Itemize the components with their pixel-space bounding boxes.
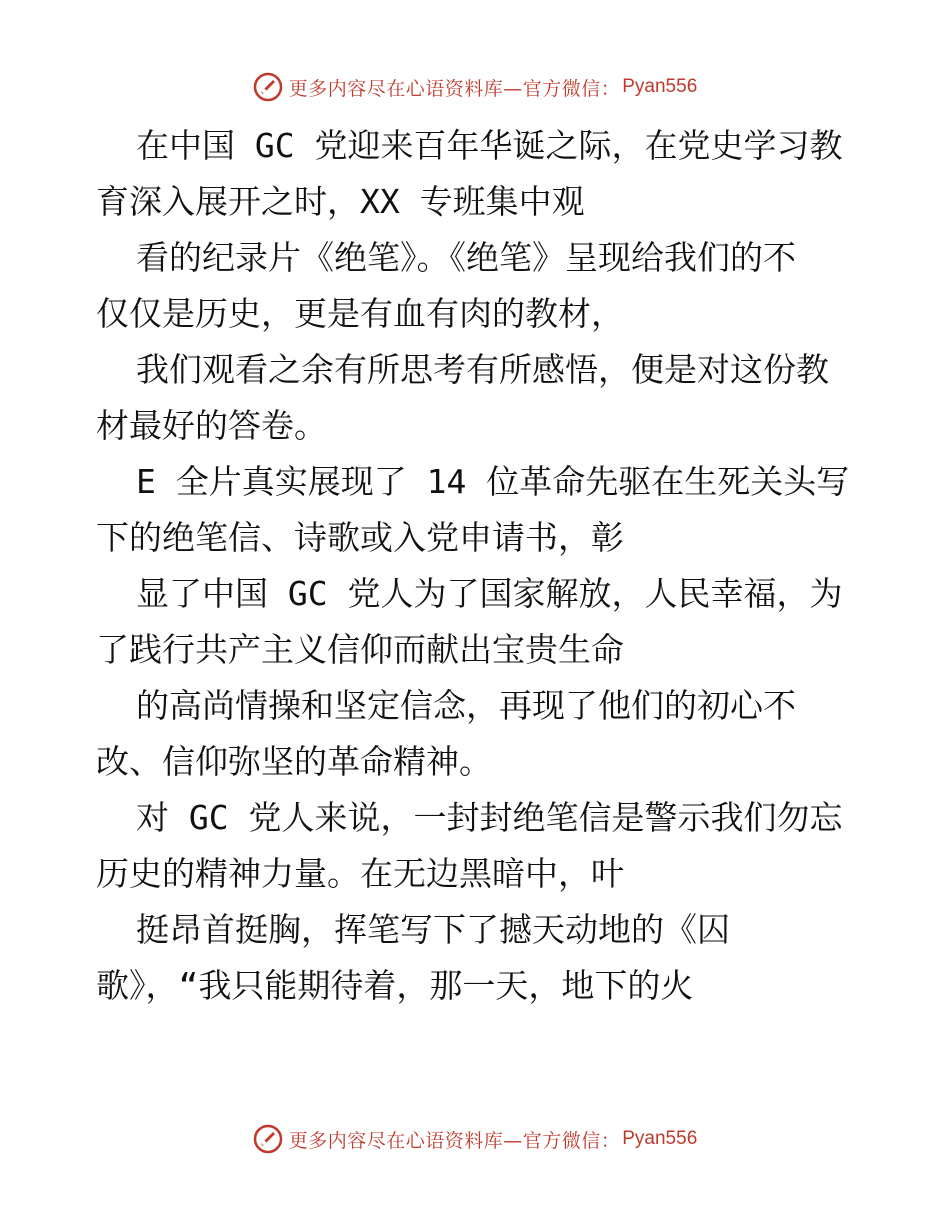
paragraph-3-line-2: 材最好的答卷。 — [96, 406, 327, 445]
paragraph-4-line-1: E 全片真实展现了 14 位革命先驱在生死关头写 — [136, 462, 850, 501]
paragraph-6-line-1: 的高尚情操和坚定信念，再现了他们的初心不 — [136, 686, 796, 725]
paragraph-5-line-1: 显了中国 GC 党人为了国家解放，人民幸福，为 — [136, 574, 843, 613]
watermark-wechat-id: Pyan556 — [622, 1128, 698, 1149]
paragraph-2-line-1: 看的纪录片《绝笔》。《绝笔》呈现给我们的不 — [136, 238, 796, 277]
paragraph-7-line-2: 历史的精神力量。在无边黑暗中，叶 — [96, 854, 624, 893]
paragraph-8-line-1: 挺昂首挺胸，挥笔写下了撼天动地的《囚 — [136, 910, 730, 949]
paragraph-8-line-2: 歌》，“我只能期待着，那一天，地下的火 — [96, 966, 694, 1005]
book-quill-icon — [253, 1124, 283, 1154]
paragraph-3-line-1: 我们观看之余有所思考有所感悟，便是对这份教 — [136, 350, 829, 389]
paragraph-4-line-2: 下的绝笔信、诗歌或入党申请书，彰 — [96, 518, 624, 557]
watermark-header — [0, 72, 950, 102]
watermark-footer — [0, 1124, 950, 1154]
paragraph-7-line-1: 对 GC 党人来说，一封封绝笔信是警示我们勿忘 — [136, 798, 843, 837]
book-quill-icon — [253, 72, 283, 102]
paragraph-1-line-1: 在中国 GC 党迎来百年华诞之际，在党史学习教 — [136, 126, 843, 165]
document-body — [96, 118, 866, 1014]
paragraph-6-line-2: 改、信仰弥坚的革命精神。 — [96, 742, 492, 781]
watermark-brand-text: 更多内容尽在心语资料库—官方微信： — [288, 77, 621, 100]
watermark-wechat-id: Pyan556 — [622, 76, 698, 97]
paragraph-5-line-2: 了践行共产主义信仰而献出宝贵生命 — [96, 630, 624, 669]
paragraph-2-line-2: 仅仅是历史，更是有血有肉的教材， — [96, 294, 624, 333]
watermark-brand-text: 更多内容尽在心语资料库—官方微信： — [288, 1129, 621, 1152]
paragraph-1-line-2: 育深入展开之时，XX 专班集中观 — [96, 182, 585, 221]
